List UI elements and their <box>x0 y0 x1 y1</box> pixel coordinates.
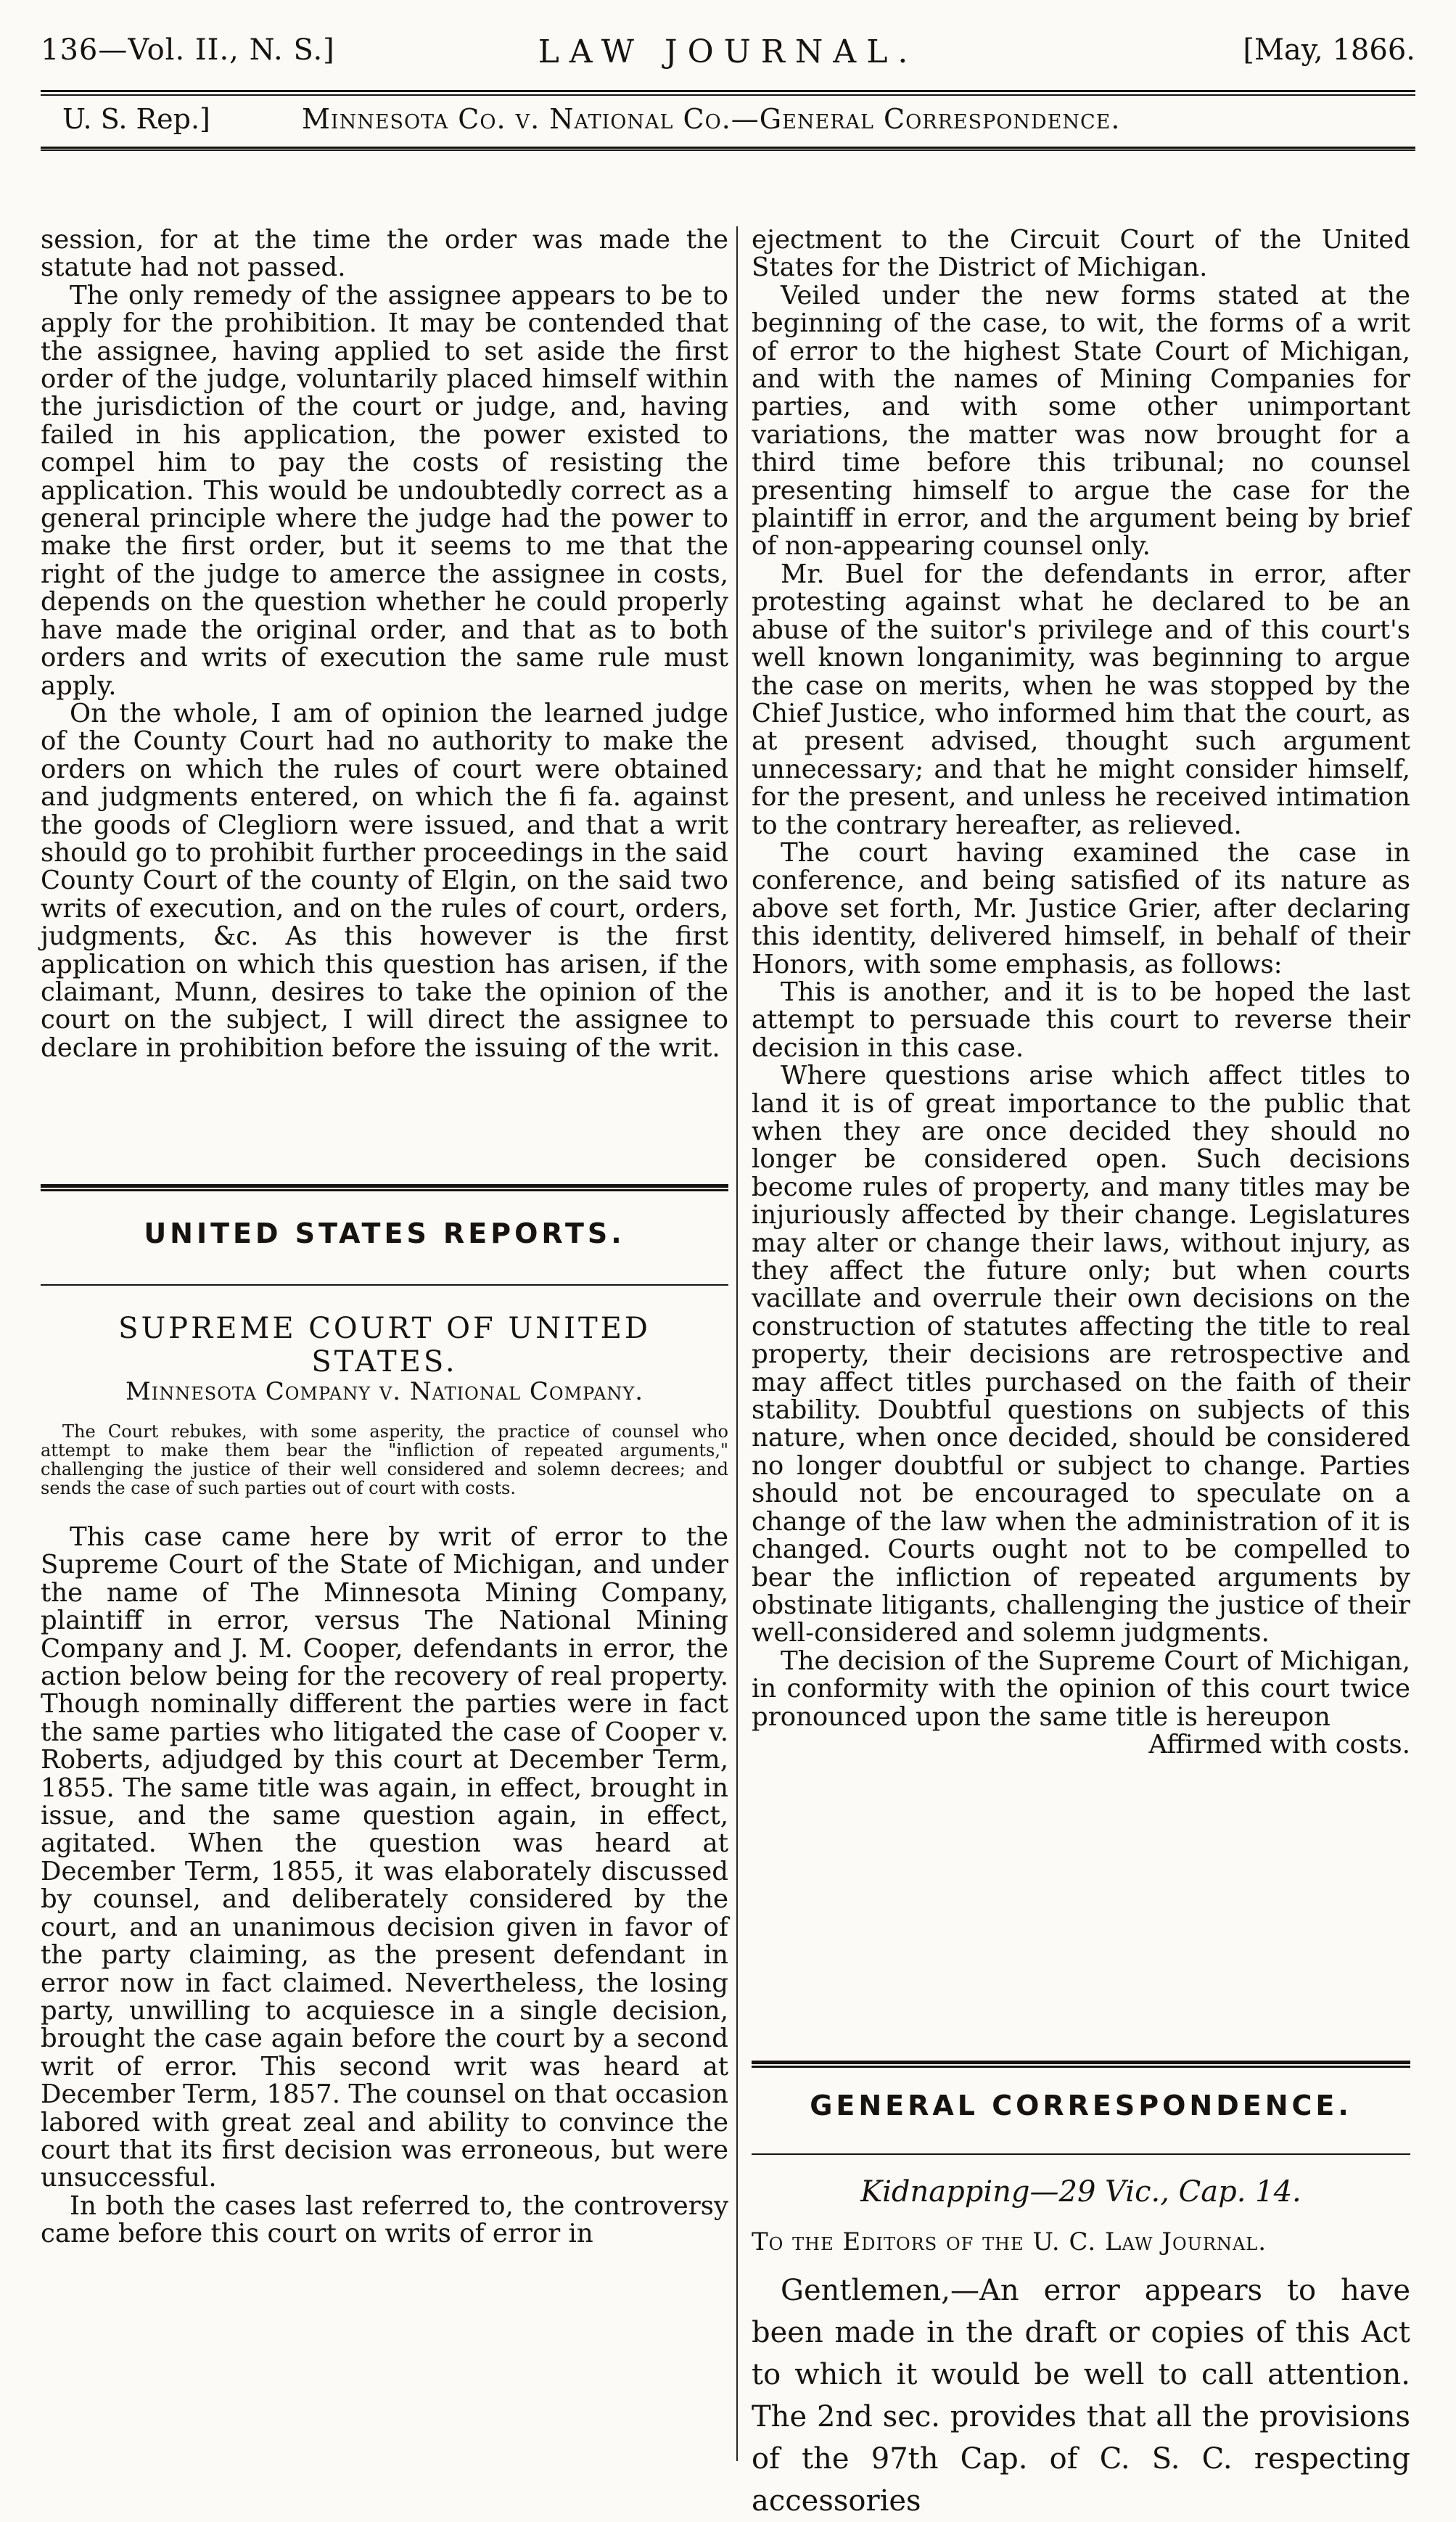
correspondence-salutation-to: To the Editors of the U. C. Law Journal. <box>752 2227 1267 2256</box>
page-reference: 136—Vol. II., N. S.] <box>41 33 335 67</box>
divider <box>41 1284 728 1286</box>
correspondence-body <box>752 2270 1410 2522</box>
paragraph: Veiled under the new forms stated at the beginning of the case, to wit, the forms of a writ of error to the highest State Court of Michigan, and with the names of Mining Companies for parties, and with some other unimportant variations, the matter was now brought for a third time before this tribunal; no counsel presenting himself to argue the case for the plaintiff in error, and the argument being by brief of non-appearing counsel only. <box>752 280 1410 562</box>
paragraph: In both the cases last referred to, the controversy came before this court on writs of error in <box>41 2190 728 2249</box>
header-rule-lower <box>41 147 1415 151</box>
journal-title: LAW JOURNAL. <box>538 33 918 70</box>
page-header <box>41 15 1415 135</box>
header-rule <box>41 90 1415 96</box>
section-reference: U. S. Rep.] <box>62 103 210 135</box>
running-title: Minnesota Co. v. National Co.—General Correspondence. <box>302 103 1121 135</box>
paragraph: The court having examined the case in conference, and being satisfied of its nature as above set forth, Mr. Justice Grier, after declaring this identity, delivered himself, in behalf of their Honors, with some emphasis, as follows: <box>752 837 1410 979</box>
paragraph: This case came here by writ of error to the Supreme Court of the State of Michigan, and under the name of The Minnesota Mining Company, plaintiff in error, versus The National Mining Company and J. M. Cooper, defendants in error, the action below being for the recovery of real property. Though nominally different the parties were in fact the same parties who litigated the case of Cooper v. Roberts, adjudged by this court at December Term, 1855. The same title was again, in effect, brought in issue, and the same question again, in effect, agitated. When the question was heard at December Term, 1855, it was elaborately discussed by counsel, and deliberately considered by the court, and an unanimous decision given in favor of the party claiming, as the present defendant in error now in fact claimed. Nevertheless, the losing party, unwilling to acquiesce in a single decision, brought the case again before the court by a second writ of error. This second writ was heard at December Term, 1857. The counsel on that occasion labored with great zeal and ability to convince the court that its first decision was erroneous, but were unsuccessful. <box>41 1522 728 2193</box>
paragraph: Gentlemen,—An error appears to have been made in the draft or copies of this Act to which it would be well to call attention. The 2nd sec. provides that all the provisions of the 97th Cap. of C. S. C. respecting accessories <box>752 2274 1410 2518</box>
paragraph: The decision of the Supreme Court of Michigan, in conformity with the opinion of this court twice pronounced upon the same title is hereupon <box>752 1646 1410 1732</box>
left-column-top <box>41 226 728 1062</box>
section-title-general-correspondence: GENERAL CORRESPONDENCE. <box>810 2090 1352 2121</box>
paragraph: This is another, and it is to be hoped the last attempt to persuade this court to reverse their decision in this case. <box>752 977 1410 1063</box>
affirmed-line: Affirmed with costs. <box>1148 1729 1410 1759</box>
court-name: SUPREME COURT OF UNITED STATES. <box>118 1312 651 1379</box>
headnote <box>41 1422 728 1498</box>
column-divider <box>736 226 738 2461</box>
paragraph: On the whole, I am of opinion the learned judge of the County Court had no authority to make the orders on which the rules of court were obtained and judgments entered, on which the fi fa. against the goods of Clegliorn were issued, and that a writ should go to prohibit further proceedings in the said County Court of the county of Elgin, on the said two writs of execution, and on the rules of court, orders, judgments, &c. As this however is the first application on which this question has arisen, if the claimant, Munn, desires to take the opinion of the court on the subject, I will direct the assignee to declare in prohibition before the issuing of the writ. <box>41 698 728 1063</box>
section-break <box>41 1184 728 1191</box>
headnote-text: The Court rebukes, with some asperity, the practice of counsel who attempt to make them bear the "infliction of repeated arguments," challenging the justice of their well considered and solemn decrees; and sends the case of such parties out of court with costs. <box>41 1421 728 1498</box>
paragraph: The only remedy of the assignee appears to be to apply for the prohibition. It may be contended that the assignee, having applied to set aside the first order of the judge, voluntarily placed himself within the jurisdiction of the court or judge, and, having failed in his application, the power existed to compel him to pay the costs of resisting the application. This would be undoubtedly correct as a general principle where the judge had the power to make the first order, but it seems to me that the right of the judge to amerce the assignee in costs, depends on the question whether he could properly have made the original order, and that as to both orders and writs of execution the same rule must apply. <box>41 280 728 701</box>
left-column-case <box>41 1524 728 2248</box>
paragraph: ejectment to the Circuit Court of the United States for the District of Michigan. <box>752 225 1410 283</box>
case-title: Minnesota Company v. National Company. <box>125 1377 644 1406</box>
paragraph: Where questions arise which affect titles to land it is of great importance to the public that when they are once decided they should no longer be considered open. Such decisions become rules of property, and many titles may be injuriously affected by their change. Legislatures may alter or change their laws, without injury, as they affect the future only; but when courts vacillate and overrule their own decisions on the construction of statutes affecting the title to real property, their decisions are retrospective and may affect titles purchased on the faith of their stability. Doubtful questions on subjects of this nature, when once decided, should be considered no longer doubtful or subject to change. Parties should not be encouraged to speculate on a change of the law when the administration of it is changed. Courts ought not to be compelled to bear the infliction of repeated arguments by obstinate litigants, challenging the justice of their well-considered and solemn judgments. <box>752 1061 1410 1648</box>
paragraph: Mr. Buel for the defendants in error, after protesting against what he declared to be an abuse of the suitor's privilege and of this court's well known longanimity, was beginning to argue the case on merits, when he was stopped by the Chief Justice, who informed him that the court, as at present advised, thought such argument unnecessary; and that he might consider himself, for the present, and unless he received intimation to the contrary hereafter, as relieved. <box>752 559 1410 840</box>
paragraph: session, for at the time the order was made the statute had not passed. <box>41 225 728 283</box>
section-break <box>752 2061 1410 2068</box>
issue-date: [May, 1866. <box>1243 33 1415 67</box>
divider <box>752 2153 1410 2155</box>
section-title-us-reports: UNITED STATES REPORTS. <box>144 1217 625 1249</box>
right-column-top <box>752 226 1410 1759</box>
correspondence-title: Kidnapping—29 Vic., Cap. 14. <box>860 2175 1301 2209</box>
